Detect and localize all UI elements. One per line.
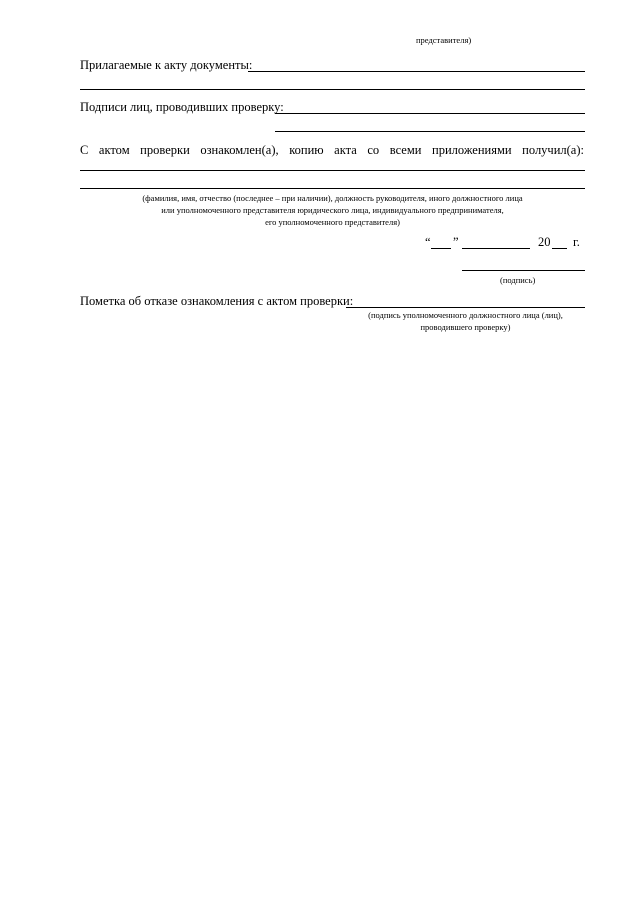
date-month-field[interactable] (462, 248, 530, 249)
date-year-suffix: г. (573, 235, 580, 249)
header-note: представителя) (416, 35, 472, 45)
signature-field-line[interactable] (462, 270, 585, 271)
date-day-field[interactable] (431, 248, 451, 249)
acquaintance-caption-line1: (фамилия, имя, отчество (последнее – при наличии), должность руководителя, иного должностного лица (142, 193, 523, 203)
attached-docs-label: Прилагаемые к акту документы: (80, 58, 253, 72)
date-quote-open: “ (425, 235, 431, 249)
signature-caption: (подпись) (500, 275, 536, 285)
refusal-label: Пометка об отказе ознакомления с актом проверки: (80, 294, 354, 308)
acquaintance-caption-line2: или уполномоченного представителя юридического лица, индивидуального предпринимателя, (161, 205, 504, 215)
attached-docs-field-line[interactable] (248, 71, 585, 72)
refusal-caption-line2: проводившего проверку) (420, 322, 511, 332)
signatures-field-line[interactable] (275, 113, 585, 114)
acquaintance-sentence: С актом проверки ознакомлен(а), копию акта со всеми приложениями получил(а): (80, 143, 584, 157)
acquaintance-field-line[interactable] (80, 170, 585, 171)
acquaintance-caption (80, 192, 585, 228)
acquaintance-field-line-2[interactable] (80, 188, 585, 189)
refusal-caption-line1: (подпись уполномоченного должностного лица (лиц), (368, 310, 563, 320)
date-quote-close: ” (453, 235, 459, 249)
attached-docs-field-line-2[interactable] (80, 89, 585, 90)
date-year-field[interactable] (552, 248, 567, 249)
signatures-label: Подписи лиц, проводивших проверку: (80, 100, 284, 114)
date-year-prefix: 20 (538, 235, 551, 249)
refusal-caption (346, 309, 585, 333)
signatures-field-line-2[interactable] (275, 131, 585, 132)
refusal-field-line[interactable] (346, 307, 585, 308)
acquaintance-caption-line3: его уполномоченного представителя) (265, 217, 400, 227)
